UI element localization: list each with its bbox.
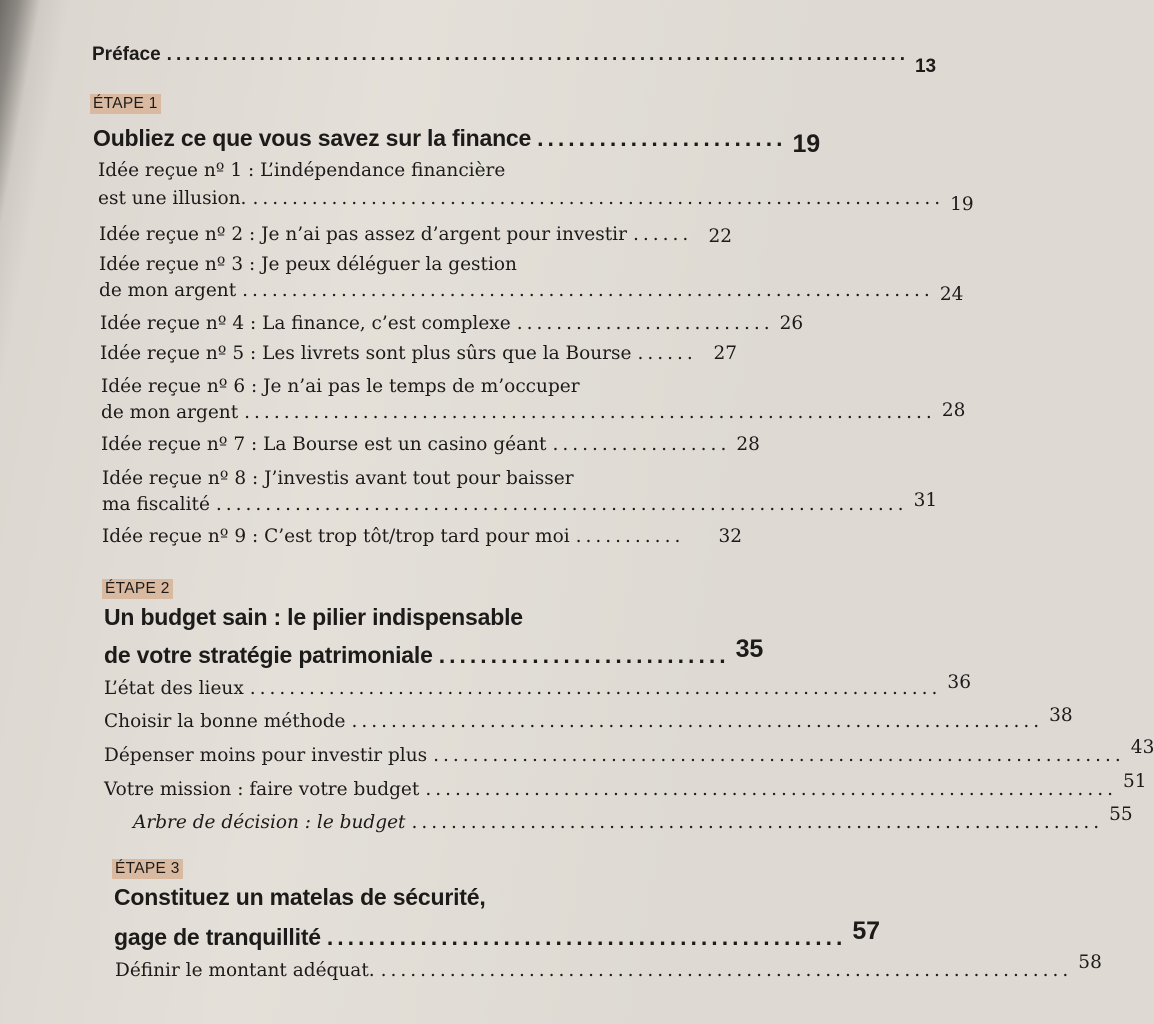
toc-page-number: 31 [913, 490, 938, 511]
toc-entry-5 [100, 343, 737, 364]
toc-page-number: 51 [1122, 771, 1147, 792]
leader-dots: ............................ [438, 642, 730, 668]
toc-page-number: 43 [1130, 737, 1154, 758]
leader-dots: .................. [552, 434, 731, 455]
leader-dots: ...... [632, 224, 693, 245]
toc-entry-label: Idée reçue nº 4 : La finance, c’est complexe [100, 313, 511, 334]
toc-entry-budget-2 [104, 705, 1073, 732]
toc-entry-8 [102, 490, 938, 515]
toc-page-number: 32 [718, 526, 742, 547]
toc-entry-label: est une illusion. [98, 188, 247, 209]
step-tag-3: ÉTAPE 3 [112, 859, 183, 879]
toc-entry-6 [101, 400, 966, 423]
step-title-3 [114, 917, 880, 952]
toc-entry-label: Idée reçue nº 2 : Je n’ai pas assez d’argent pour investir [99, 224, 627, 245]
toc-page-number: 26 [779, 313, 804, 334]
step-tag-2: ÉTAPE 2 [102, 579, 173, 599]
toc-entry-7 [101, 434, 760, 455]
leader-dots: ................................................................................ [166, 44, 909, 65]
leader-dots: ...................................................................... [249, 678, 942, 699]
step-title-3-line1: Constituez un matelas de sécurité, [114, 884, 486, 910]
toc-entry-label: ma fiscalité [102, 494, 210, 515]
toc-page-number: 22 [708, 226, 732, 247]
toc-entry-label: L’état des lieux [104, 678, 244, 699]
toc-entry-label: Idée reçue nº 9 : C’est trop tôt/trop tard pour moi [102, 526, 570, 547]
toc-page-number: 28 [941, 400, 966, 421]
toc-entry-1-line1: Idée reçue nº 1 : L’indépendance financière [98, 160, 506, 181]
toc-entry-budget-1 [104, 672, 971, 699]
leader-dots: .......................... [516, 313, 774, 334]
toc-entry-label: Arbre de décision : le budget [133, 812, 406, 833]
toc-entry-8-line1: Idée reçue nº 8 : J’investis avant tout pour baisser [102, 468, 574, 489]
toc-page-number: 28 [736, 434, 760, 455]
toc-entry-budget-5 [133, 804, 1133, 833]
step-title-text: de votre stratégie patrimoniale [104, 642, 433, 668]
step-title-2 [104, 635, 764, 670]
toc-entry-label: Votre mission : faire votre budget [104, 779, 420, 800]
step-title-text: gage de tranquillité [114, 924, 321, 950]
leader-dots: ...................................................................... [215, 494, 908, 515]
leader-dots: ...................................................................... [244, 402, 936, 423]
toc-entry-label: Préface [92, 44, 161, 65]
toc-entry-3-line1: Idée reçue nº 3 : Je peux déléguer la gestion [99, 254, 517, 275]
leader-dots: ...................................................................... [242, 280, 934, 301]
leader-dots: ...... [637, 343, 697, 364]
toc-entry-2 [99, 224, 732, 245]
toc-entry-preface [92, 44, 937, 77]
toc-page-number: 36 [947, 672, 971, 693]
toc-entry-6-line1: Idée reçue nº 6 : Je n’ai pas le temps de m’occuper [101, 376, 580, 397]
leader-dots: ...................................................................... [411, 812, 1104, 833]
toc-page-number: 19 [792, 130, 820, 158]
leader-dots: ...................................................................... [351, 711, 1044, 732]
step-tag-1: ÉTAPE 1 [90, 94, 161, 114]
toc-entry-label: Définir le montant adéquat. [115, 960, 375, 981]
toc-page-number: 55 [1109, 804, 1133, 825]
step-title-text: Oubliez ce que vous savez sur la finance [93, 125, 532, 151]
toc-entry-label: de mon argent [101, 402, 239, 423]
toc-page-number: 35 [735, 635, 764, 663]
toc-entry-budget-4 [104, 771, 1147, 800]
toc-entry-3 [99, 280, 964, 305]
toc-page-number: 19 [950, 194, 974, 215]
leader-dots: ........... [575, 526, 685, 547]
toc-entry-label: Idée reçue nº 5 : Les livrets sont plus sûrs que la Bourse [100, 343, 632, 364]
toc-page-number: 24 [939, 284, 964, 305]
toc-page-number: 58 [1078, 952, 1102, 973]
toc-page-number: 38 [1049, 705, 1073, 726]
step-title-1 [93, 124, 820, 158]
toc-entry-4 [100, 313, 804, 334]
toc-entry-label: Idée reçue nº 7 : La Bourse est un casino géant [101, 434, 547, 455]
leader-dots: ...................................................................... [433, 745, 1125, 766]
toc-entry-label: Choisir la bonne méthode [104, 711, 346, 732]
step-title-2-line1: Un budget sain : le pilier indispensable [104, 604, 523, 630]
toc-page-number: 57 [852, 917, 880, 945]
leader-dots: ...................................................................... [380, 960, 1073, 981]
toc-entry-1 [98, 188, 974, 215]
toc-entry-label: Dépenser moins pour investir plus [104, 745, 428, 766]
toc-entry-9 [102, 526, 742, 547]
toc-page-number: 13 [914, 56, 937, 77]
toc-entry-budget-3 [104, 737, 1154, 766]
leader-dots: .................................................. [326, 924, 847, 950]
leader-dots: ...................................................................... [425, 779, 1117, 800]
toc-entry-label: de mon argent [99, 280, 237, 301]
leader-dots: ........................ [537, 125, 787, 151]
leader-dots: ...................................................................... [252, 188, 945, 209]
toc-entry-securite-1 [115, 952, 1102, 981]
toc-page-number: 27 [713, 343, 737, 364]
